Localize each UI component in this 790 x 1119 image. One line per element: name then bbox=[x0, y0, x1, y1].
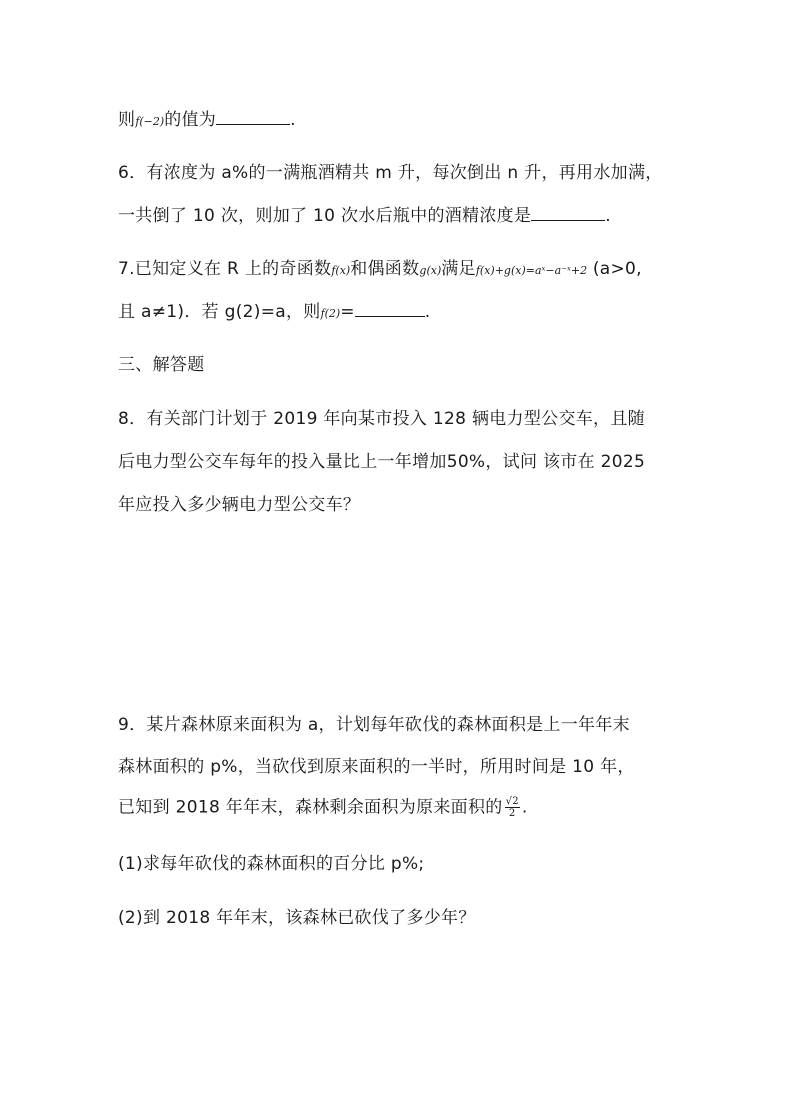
text: 已知到 2018 年年末，森林剩余面积为原来面积的 bbox=[118, 797, 503, 818]
q7-line-1 bbox=[118, 258, 642, 282]
q6-line-2 bbox=[118, 204, 611, 227]
answer-blank[interactable] bbox=[355, 300, 425, 317]
text: (a>0, bbox=[587, 259, 642, 279]
math-equation: f(x)+g(x)=aˣ−a⁻ˣ+2 bbox=[475, 264, 588, 277]
text: 满足 bbox=[441, 259, 476, 279]
text: . bbox=[605, 206, 611, 226]
math-gx: g(x) bbox=[419, 264, 442, 277]
text: 和偶函数 bbox=[350, 259, 420, 279]
text: 7.已知定义在 R 上的奇函数 bbox=[118, 259, 332, 279]
q9-line-2: 森林面积的 p%，当砍伐到原来面积的一半时，所用时间是 10 年， bbox=[118, 757, 635, 777]
text: 且 a≠1)．若 g(2)=a，则 bbox=[118, 302, 321, 322]
fraction-denominator: 2 bbox=[508, 808, 516, 819]
math-expression: f(−2) bbox=[135, 115, 165, 128]
text: 一共倒了 10 次，则加了 10 次水后瓶中的酒精浓度是 bbox=[118, 206, 532, 226]
q9-part-2: (2)到 2018 年年末，该森林已砍伐了多少年？ bbox=[118, 908, 476, 928]
q9-part-1: (1)求每年砍伐的森林面积的百分比 p%; bbox=[118, 854, 425, 874]
q6-line-1: 6．有浓度为 a%的一满瓶酒精共 m 升，每次倒出 n 升，再用水加满， bbox=[118, 163, 663, 183]
math-f2: f(2) bbox=[320, 307, 341, 320]
text: . bbox=[521, 797, 528, 818]
answer-blank[interactable] bbox=[216, 108, 290, 125]
q7-line-2 bbox=[118, 300, 430, 325]
q8-line-1: 8．有关部门计划于 2019 年向某市投入 128 辆电力型公交车，且随 bbox=[118, 409, 645, 429]
answer-blank[interactable] bbox=[531, 204, 605, 221]
fraction-sqrt2-over-2 bbox=[505, 796, 520, 819]
text: . bbox=[290, 110, 296, 130]
fraction-numerator: √2 bbox=[505, 796, 519, 807]
math-fx: f(x) bbox=[331, 264, 351, 277]
text: 的值为 bbox=[164, 110, 217, 130]
q9-line-3 bbox=[118, 796, 528, 819]
text: = bbox=[340, 302, 355, 322]
q5-answer-line bbox=[118, 108, 296, 133]
text: 则 bbox=[118, 110, 136, 130]
text: . bbox=[424, 302, 431, 322]
q9-line-1: 9．某片森林原来面积为 a，计划每年砍伐的森林面积是上一年年末 bbox=[118, 715, 630, 735]
q8-line-2: 后电力型公交车每年的投入量比上一年增加50%，试问 该市在 2025 bbox=[118, 452, 646, 472]
section-heading: 三、解答题 bbox=[118, 355, 205, 375]
q8-line-3: 年应投入多少辆电力型公交车？ bbox=[118, 495, 361, 515]
